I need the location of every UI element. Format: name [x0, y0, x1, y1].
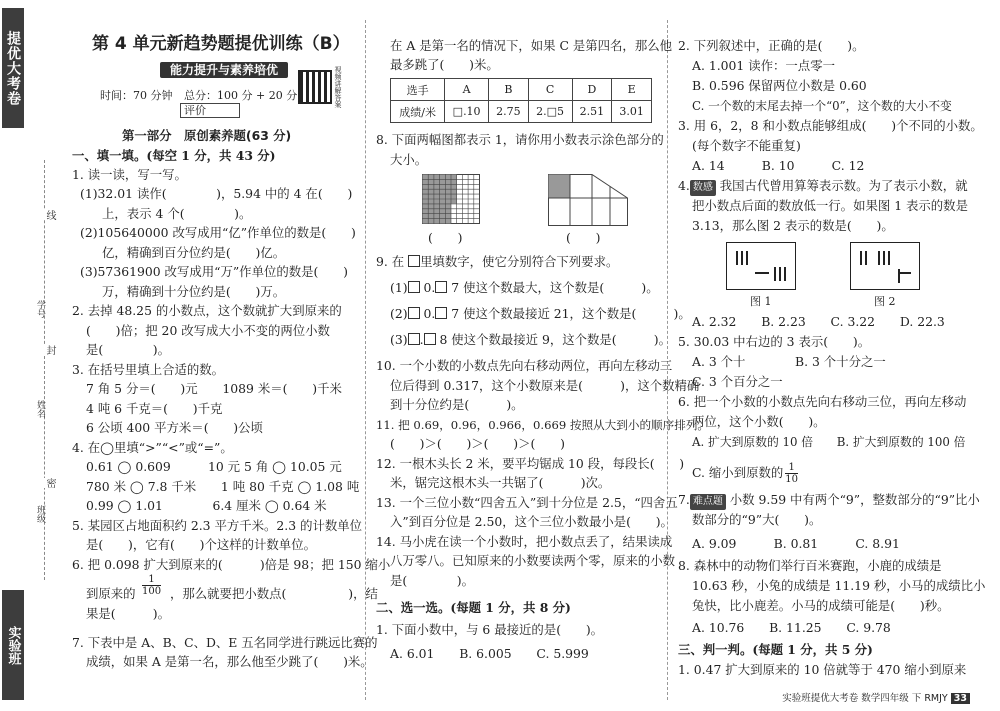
- blank-square[interactable]: [408, 307, 420, 319]
- cut-mark-1: 线: [44, 210, 55, 220]
- question-line: 万，精确到十分位约是( )万。: [102, 284, 286, 299]
- figure-label-1: 图 1: [750, 295, 772, 308]
- question-line: (2)105640000 改写成用“亿”作单位的数是( ): [80, 225, 356, 240]
- table-header: C: [528, 79, 572, 101]
- question-line: 8. 下面两幅图都表示 1，请你用小数表示涂色部分的: [376, 132, 664, 147]
- question-line: 5. 某园区占地面积约 2.3 平方千米。2.3 的计数单位: [72, 518, 363, 533]
- choice-option: B. 0.596 保留两位小数是 0.60: [692, 78, 867, 93]
- question-line: 八万零八。已知原来的小数要读两个零，原来的小数: [390, 553, 675, 568]
- brand-bottom: 实验班: [2, 590, 24, 700]
- eval-box[interactable]: [180, 103, 240, 118]
- choice-options: A. 3 个十 B. 3 个十分之一: [692, 354, 886, 369]
- question-line: 1. 读一读，写一写。: [72, 167, 187, 182]
- question-line: (1)32.01 读作( )，5.94 中的 4 在( ): [80, 186, 353, 201]
- frac-num: 1: [142, 574, 161, 586]
- question-line: 3. 用 6，2，8 和小数点能够组成( )个不同的小数。: [678, 118, 983, 133]
- question-line: 1. 0.47 扩大到原来的 10 倍就等于 470 缩小到原来: [678, 662, 967, 677]
- choice-option: C. 3 个百分之一: [692, 374, 783, 389]
- sub-label: (1): [390, 280, 408, 295]
- qr-caption: 视频讲解答案: [334, 66, 342, 108]
- question-line: 成绩，如果 A 是第一名，那么他至少跳了( )米。: [86, 654, 373, 669]
- question-line: 在 A 是第一名的情况下，如果 C 是第四名，那么他: [390, 38, 672, 53]
- question-line: 7 使这个数最接近 21，这个数是( )。: [451, 306, 691, 321]
- question-number: 7.: [678, 492, 690, 507]
- table-header: D: [572, 79, 612, 101]
- frac-num: 1: [785, 462, 798, 474]
- question-line: 是( )。: [86, 342, 171, 357]
- question-line: 3.13，那么图 2 表示的数是( )。: [692, 218, 894, 233]
- question-line: 2. 去掉 48.25 的小数点，这个数就扩大到原来的: [72, 303, 342, 318]
- question-line: 14. 马小虎在读一个小数时，把小数点丢了，结果读成: [376, 534, 673, 549]
- answer-blank-fig2[interactable]: ( ): [566, 230, 601, 245]
- question-number: 4.: [678, 178, 690, 193]
- tag-difficult: 难点题: [690, 494, 726, 510]
- choice-options: A. 9.09 B. 0.81 C. 8.91: [692, 536, 900, 551]
- question-line: 小数 9.59 中有两个“9”，整数部分的“9”比小: [729, 492, 980, 507]
- binding-margin: [0, 0, 62, 711]
- choice-options: A. 14 B. 10 C. 12: [692, 158, 865, 173]
- question-line: 数部分的“9”大( )。: [692, 512, 822, 527]
- question-line: 里填数字，使它分别符合下列要求。: [420, 254, 619, 269]
- question-line: ，那么就要把小数点( )，结: [170, 586, 378, 601]
- table-header: A: [445, 79, 489, 101]
- question-line: 12. 一根木头长 2 米，要平均锯成 10 段，每段长( ): [376, 456, 685, 471]
- question-line: (每个数字不能重复): [692, 138, 801, 153]
- question-line: 7 角 5 分＝( )元 1089 米＝( )千米: [86, 381, 342, 396]
- question-line: 我国古代曾用算筹表示数。为了表示小数，就: [719, 178, 968, 193]
- section-heading: 二、选一选。(每题 1 分，共 8 分): [376, 600, 571, 615]
- question-line: 6. 把一个小数的小数点先向右移动三位，再向左移动: [678, 394, 967, 409]
- fraction-1-100: [142, 574, 161, 597]
- page-title: 第 4 单元新趋势题提优训练（B）: [92, 34, 350, 54]
- grid-figure-2: [548, 174, 628, 226]
- choice-option: C. 缩小到原数的: [692, 465, 784, 480]
- question-line: 两位，这个小数( )。: [692, 414, 826, 429]
- footer-text: 实验班提优大考卷 数学四年级 下 RMJY: [782, 693, 948, 704]
- question-line: ( )倍；把 20 改写成大小不变的两位小数: [86, 323, 330, 338]
- question-line: 入”到百分位是 2.50，这个三位小数最小是( )。: [390, 514, 673, 529]
- choice-options: A. 6.01 B. 6.005 C. 5.999: [390, 646, 589, 661]
- question-line: 8 使这个数最接近 9，这个数是( )。: [439, 332, 672, 347]
- question-line: 是( )。: [390, 573, 475, 588]
- choice-option: A. 1.001 读作：一点零一: [692, 58, 835, 73]
- blank-square[interactable]: [408, 255, 420, 267]
- sub-label: (3): [390, 332, 408, 347]
- cut-mark-2: 封: [44, 345, 55, 355]
- question-line: 13. 一个三位小数“四舍五入”到十分位是 2.5，“四舍五: [376, 495, 678, 510]
- question-line: 位后得到 0.317，这个小数原来是( )，这个数精确: [390, 378, 700, 393]
- tag-number-sense: 数感: [690, 180, 716, 196]
- question-line: 6. 把 0.098 扩大到原来的( )倍是 98；把 150 缩小: [72, 557, 391, 572]
- question-line: 5. 30.03 中右边的 3 表示( )。: [678, 334, 871, 349]
- choice-options: A. 10.76 B. 11.25 C. 9.78: [692, 620, 891, 635]
- question-line: 到原来的: [86, 586, 136, 601]
- question-line: 4 吨 6 千克＝( )千克: [86, 401, 223, 416]
- choice-options: A. 扩大到原数的 10 倍 B. 扩大到原数的 100 倍: [692, 435, 966, 449]
- question-line: 大小。: [390, 152, 428, 167]
- question-line: 1. 下面小数中，与 6 最接近的是( )。: [376, 622, 604, 637]
- figure-label-2: 图 2: [874, 295, 896, 308]
- question-line: 0.99 ◯ 1.01 6.4 厘米 ◯ 0.64 米: [86, 498, 327, 513]
- table-cell: 2.75: [489, 101, 529, 123]
- question-line: 是( )，它有( )个这样的计数单位。: [86, 537, 316, 552]
- cut-mark-3: 密: [44, 478, 55, 488]
- frac-den: 100: [142, 586, 162, 597]
- rod-figure-1: [726, 242, 796, 290]
- question-line: 到十分位约是( )。: [390, 397, 524, 412]
- question-line: 3. 在括号里填上合适的数。: [72, 362, 225, 377]
- question-line: 7 使这个数最大，这个数是( )。: [451, 280, 659, 295]
- question-line: 10. 一个小数的小数点先向右移动两位，再向左移动三: [376, 358, 673, 373]
- section-heading: 一、填一填。(每空 1 分，共 43 分): [72, 148, 276, 163]
- part-one-heading: 第一部分 原创素养题(63 分): [122, 128, 292, 143]
- blank-square[interactable]: [424, 333, 436, 345]
- blank-square[interactable]: [435, 307, 447, 319]
- rod-numerals-2: [851, 243, 921, 291]
- table-cell[interactable]: 2.□5: [528, 101, 572, 123]
- question-line: 4. 在◯里填“>”“<”或“=”。: [72, 440, 233, 455]
- table-cell: 2.51: [572, 101, 612, 123]
- question-line: 米，锯完这根木头一共锯了( )次。: [390, 475, 611, 490]
- table-cell[interactable]: □.10: [445, 101, 489, 123]
- choice-options: A. 2.32 B. 2.23 C. 3.22 D. 22.3: [692, 314, 945, 329]
- long-jump-table: [390, 78, 652, 123]
- question-line: (3)57361900 改写成用“万”作单位的数是( ): [80, 264, 348, 279]
- question-line: 11. 把 0.69，0.96，0.966，0.669 按照从大到小的顺序排列。: [376, 418, 710, 432]
- brand-top: 提优大考卷: [2, 8, 24, 128]
- blank-square[interactable]: [408, 333, 420, 345]
- digit-text: 0.: [423, 280, 436, 295]
- field-class: 班级: [35, 505, 45, 523]
- section-heading: 三、判一判。(每题 1 分，共 5 分): [678, 642, 873, 657]
- question-line: 9. 在: [376, 254, 405, 269]
- rod-figure-2: [850, 242, 920, 290]
- frac-den: 10: [785, 474, 798, 485]
- field-name: 姓名: [35, 400, 45, 418]
- grid-figure-1: [422, 174, 480, 224]
- question-line: 8. 森林中的动物们举行百米赛跑，小鹿的成绩是: [678, 558, 942, 573]
- question-line: 亿，精确到百分位约是( )亿。: [102, 245, 286, 260]
- question-line: 2. 下列叙述中，正确的是( )。: [678, 38, 865, 53]
- choice-option: C. 一个数的末尾去掉一个“0”，这个数的大小不变: [692, 99, 952, 113]
- table-cell: 3.01: [612, 101, 652, 123]
- sub-label: (2): [390, 306, 408, 321]
- question-line: ( )＞( )＞( )＞( ): [390, 436, 565, 451]
- question-line: 最多跳了( )米。: [390, 57, 499, 72]
- question-line: 上，表示 4 个( )。: [102, 206, 252, 221]
- field-student-id: 学号: [35, 300, 45, 318]
- question-line: 10.63 秒，小兔的成绩是 11.19 秒，小马的成绩比小: [692, 578, 986, 593]
- table-header: E: [612, 79, 652, 101]
- time-limit: 时间：70 分钟: [100, 89, 173, 102]
- rod-numerals-1: [727, 243, 797, 291]
- question-line: 7. 下表中是 A、B、C、D、E 五名同学进行跳远比赛的: [72, 635, 378, 650]
- qr-code-icon[interactable]: [298, 70, 332, 104]
- question-line: 把小数点后面的数放低一行。如果图 1 表示的数是: [692, 198, 968, 213]
- question-line: 兔快，比小鹿差。小马的成绩可能是( )秒。: [692, 598, 950, 613]
- total-score: 总分：100 分 + 20 分: [184, 89, 298, 102]
- question-line: 6 公顷 400 平方米＝( )公顷: [86, 420, 263, 435]
- table-header: 选手: [391, 79, 445, 101]
- blank-square[interactable]: [435, 281, 447, 293]
- question-line: 果是( )。: [86, 606, 171, 621]
- eval-label: 评价: [184, 104, 206, 117]
- digit-text: 0.: [423, 306, 436, 321]
- answer-blank-fig1[interactable]: ( ): [428, 230, 463, 245]
- fraction-1-10: [785, 462, 798, 485]
- question-line: 780 米 ◯ 7.8 千米 1 吨 80 千克 ◯ 1.08 吨: [86, 479, 360, 494]
- table-cell: 成绩/米: [391, 101, 445, 123]
- table-header: B: [489, 79, 529, 101]
- subtitle-bar: 能力提升与素养培优: [160, 62, 288, 78]
- blank-square[interactable]: [408, 281, 420, 293]
- question-line: 0.61 ◯ 0.609 10 元 5 角 ◯ 10.05 元: [86, 459, 342, 474]
- digit-text: .: [419, 332, 424, 347]
- page-number: 33: [951, 693, 970, 704]
- page-footer: [782, 690, 970, 704]
